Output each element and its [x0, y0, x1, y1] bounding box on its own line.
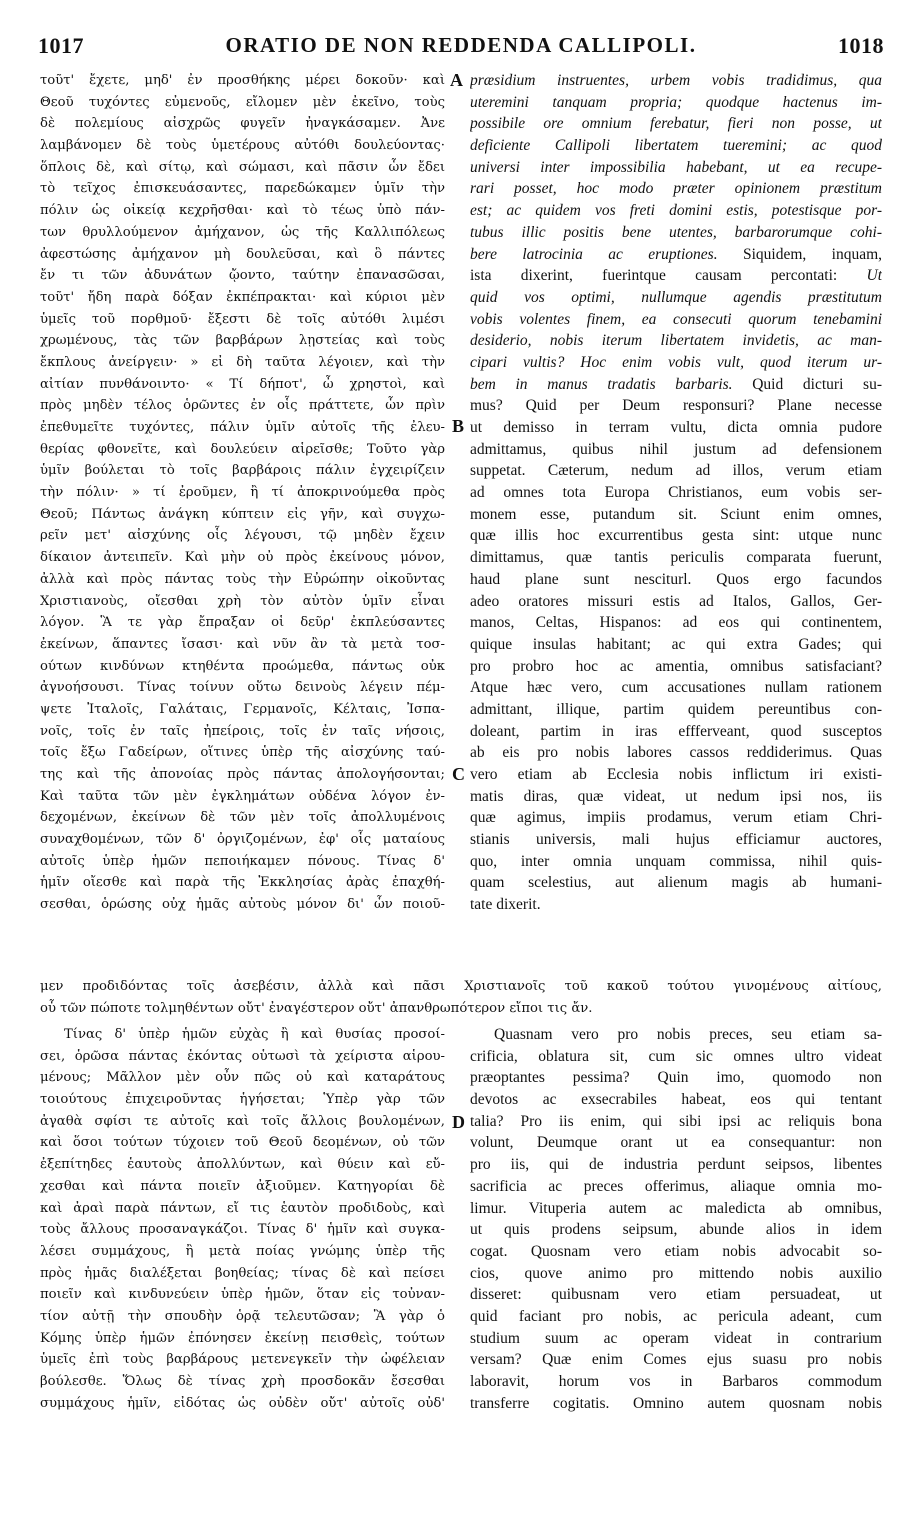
latin-text-line-segment: mus? Quid per Deum responsuri? Plane necesse: [470, 397, 882, 415]
greek-text-line: δεχομένων, ἐκείνων δὲ τῶν μὲν τοῖς ἀπολλυμένοις: [40, 810, 445, 826]
latin-text-line: [470, 92, 882, 114]
greek-text-line: τοῦτ' ἔχετε, μηδ' ἐν προσθήκης μέρει δοκοῦν· καὶ: [40, 73, 445, 88]
greek-text-line: πόλιν ὡς οἰκείᾳ κεχρῆσθαι· καὶ τὸ τέως ὑπὸ πάν-: [40, 203, 445, 219]
greek-text-line: τὸ τεῖχος ἐπισκευάσαντες, παρεδώκαμεν ὑμῖν τὴν: [40, 181, 445, 197]
running-title: ORATIO DE NON REDDENDA CALLIPOLI.: [225, 33, 697, 57]
margin-marker-c: C: [452, 764, 465, 784]
latin-text-line: [470, 265, 882, 287]
latin-text-line-segment: suppetat. Cæterum, nedum ad illos, verum etiam: [470, 462, 882, 480]
latin-text-line-segment: adeo oratores missuri estis ad Italos, Gallos, Ger-: [470, 592, 882, 610]
greek-text-line: αἰτίαν πυνθάνοιντο· « Τί δήποτ', ὦ χρηστοὶ, καὶ: [40, 376, 445, 392]
latin-text-line: [470, 222, 882, 244]
greek-text-line: Χριστιανοὺς, οἴεσθαι χρὴ τὸν αὐτὸν ὑμῖν εἶναι: [40, 593, 445, 609]
greek-text-line: λαμβάνομεν δὲ τοὺς ὑμετέρους αὐτόθι δουλεύοντας·: [40, 138, 445, 154]
greek-text-line: χρωμένους, τὰς τῶν βαρβάρων λῃστείας καὶ τοὺς: [40, 333, 445, 349]
latin-text-line-segment: manos, Celtas, Hispanos: ad eos qui continentem,: [470, 614, 882, 632]
latin-text-line-segment: dimittamus, quæ tantis periculis comparata fuerunt,: [470, 549, 882, 567]
latin-text-line: [470, 569, 882, 591]
latin-text-line: studium suum ac operam videat in contrarium: [470, 1329, 882, 1347]
latin-text-line: [470, 525, 882, 547]
latin-text-line: [470, 417, 882, 439]
greek-text-line: τοὺς ἄλλους προσαναγκάζοι. Τίνας δ' ἡμῖν καὶ συγκα-: [40, 1222, 445, 1238]
latin-text-line: [470, 439, 882, 461]
latin-text-line: [470, 135, 882, 157]
latin-text-line: [470, 352, 882, 374]
latin-text-line: [470, 764, 882, 786]
greek-text-line: πρὸς μηδὲν τέλος ὁρῶντες ἐν οἷς πράττετε, ὧν πρὶν: [40, 398, 445, 414]
greek-text-line: ψετε Ἰταλοῖς, Γαλάταις, Γερμανοῖς, Κέλταις, Ἰσπα-: [40, 701, 445, 717]
latin-text-line: [470, 244, 882, 266]
latin-text-line-segment: ab eis pro nobis labores cassos reddiderimus. Quas: [470, 744, 882, 762]
latin-text-line: [470, 872, 882, 894]
greek-text-line: ὑμεῖς τοῦ πορθμοῦ· ἔξεστι δὲ τοῖς αὐτόθι λιμέσι: [40, 311, 445, 327]
latin-text-line: præoptantes pessima? Quin imo, quomodo non: [470, 1069, 882, 1087]
greek-text-line: τοιούτους ἐπιχειροῦντας ἡγήσεται; Ὑπὲρ γὰρ τῶν: [40, 1092, 445, 1108]
latin-text-line-segment: ut demisso in terram vultu, dicta omnia pudore: [470, 419, 882, 436]
latin-text-line: [470, 786, 882, 808]
greek-text-line: σεσθαι, ὁρώσης οὐχ ἡμᾶς αὐτοὺς μόνον δι' ὧν ποιοῦ-: [40, 897, 445, 913]
greek-text-line: Τίνας δ' ὑπὲρ ἡμῶν εὐχὰς ἢ καὶ θυσίας προσοί-: [64, 1027, 445, 1042]
latin-text-line: [470, 178, 882, 200]
latin-text-line: quid faciant pro nobis, ac pericula adeant, cum: [470, 1307, 882, 1325]
greek-text-line: τοῖς ἔξω Γαδείρων, οἵτινες ὑπὲρ τῆς αἰσχύνης ταύ-: [40, 745, 445, 761]
latin-text-line: [470, 309, 882, 331]
greek-text-line: καὶ ἀραὶ παρὰ πάντων, εἴ τις ἑαυτὸν προδιδοὺς, καὶ: [40, 1200, 445, 1216]
greek-text-line: βούλεσθε. Ὅλως δὲ τίνας χρὴ προσδοκᾶν ἔσεσθαι: [40, 1374, 445, 1389]
latin-text-line: sacrificia ac preces offerimus, aliaque omnia mo-: [470, 1177, 882, 1195]
latin-text-line: versam? Quæ enim Comes ejus suasu pro nobis: [470, 1351, 882, 1369]
latin-column-top: [470, 70, 882, 916]
latin-text-line: pro iis, qui de industria perdunt seipsos, libentes: [470, 1156, 882, 1174]
latin-text-line: [470, 287, 882, 309]
latin-text-line-segment: vobis volentes finem, ea consecuti quorum tenebamini: [470, 310, 882, 328]
greek-text-line: ὅπλοις δὲ, καὶ σίτῳ, καὶ σώμασι, καὶ πᾶσιν ὧν ἔδει: [40, 159, 445, 175]
greek-text-line: συναχθομένων, τῶν δ' ὀργιζομένων, ἐφ' οἷς ματαίους: [40, 832, 445, 848]
latin-text-line-segment: tubus illic positis bene utentes, barbarorumque cohi-: [470, 223, 882, 241]
latin-text-line: [470, 504, 882, 526]
latin-text-line-segment: universi inter impossibilia habebant, ut ea recupe-: [470, 158, 882, 176]
latin-text-line-segment: admittamus, quibus nihil justum ad defensionem: [470, 440, 882, 458]
greek-text-line: σει, ὁρῶσα πάντας ἑκόντας οὑτωσὶ τὰ χείριστα αἱρου-: [40, 1048, 445, 1064]
latin-text-line-segment: bem in manus tradatis barbaris.: [470, 375, 733, 393]
latin-text-line-segment: matis diras, quæ videat, ut nedum ipsi nos, iis: [470, 787, 882, 805]
latin-text-line: [470, 70, 882, 92]
greek-text-line: Θεοῦ; Πάντως ἀνάγκη κύπτειν εἰς γῆν, καὶ συγχω-: [40, 506, 445, 522]
latin-text-line-segment: desiderio, nobis iterum libertatem invidetis, ac man-: [470, 332, 882, 350]
latin-text-line: [470, 677, 882, 699]
latin-text-line-segment: Atque hæc vero, cum accusationes nullam rationem: [470, 679, 882, 697]
greek-text-line: ἔν τι τῶν ἀδυνάτων ᾤοντο, ταύτην ἐπανασῶσαι,: [40, 268, 445, 284]
greek-text-line: θερίας φθονεῖτε, καὶ δουλεύειν αἱρεῖσθε; Τοῦτο γὰρ: [40, 441, 445, 457]
latin-text-line: [470, 721, 882, 743]
latin-text-line-segment: quæ agimus, impiis prodamus, verum etiam Chri-: [470, 809, 882, 827]
latin-text-line-segment: doleant, partim in iras effferveant, quod susceptos: [470, 722, 882, 740]
greek-text-line: Καὶ ταῦτα τῶν μὲν ἐγκλημάτων οὐδένα λόγον ἐν-: [40, 788, 445, 804]
latin-text-line: ut quis prodens seipsum, abunde alios in idem: [470, 1221, 882, 1239]
greek-text-line: χεσθαι καὶ πάντα ποιεῖν ἀξιοῦμεν. Κατηγορίαι δὲ: [40, 1178, 445, 1194]
latin-text-line-segment: quid vos optimi, nullumque agendis præstitutum: [470, 288, 882, 306]
greek-text-line: ὑμεῖς ἐπὶ τοὺς βαρβάρους μετενεγκεῖν τὴν ὠφέλειαν: [40, 1352, 445, 1368]
latin-text-line: [470, 699, 882, 721]
greek-text-line: τοῦτ' ἤδη παρὰ δόξαν ἐκπέπρακται· καὶ κύριοι μὲν: [40, 289, 445, 305]
latin-text-line-segment: monem esse, putandum sit. Sciunt enim omnes,: [470, 505, 882, 523]
latin-text-line: [470, 894, 882, 916]
latin-text-line: [470, 395, 882, 417]
latin-text-line-segment: stianis universis, mali hujus efficiamur auctores,: [470, 831, 882, 849]
latin-text-line-segment: ad omnes tota Europa Christianos, eum vobis ser-: [470, 484, 882, 502]
greek-text-line: ἐπεθυμεῖτε τυχόντες, πάλιν ὑμῖν αὐτοῖς τῆς ἐλευ-: [40, 420, 445, 435]
latin-column-bottom: [470, 1024, 882, 1414]
greek-text-line: των θρυλλούμενον ἀμήχανον, ὡς τῆς Καλλιπόλεως: [40, 224, 445, 240]
latin-text-line: transferre cogitatis. Omnino autem quosnam nobis: [470, 1394, 882, 1412]
latin-text-line: volunt, Deumque orant ut ea consequantur: non: [470, 1134, 882, 1152]
page-number-left: 1017: [38, 33, 84, 58]
greek-text-line: ούτων κινδύνων κτηθέντα προώμεθα, πάντως οὐκ: [40, 658, 445, 674]
greek-column-top: [40, 70, 445, 916]
latin-text-line-segment: est; ac quidem vos freti domini estis, potestisque por-: [470, 202, 882, 220]
latin-text-line: [470, 829, 882, 851]
latin-text-line-segment: quique insulas habitant; ac qui extra Gades; qui: [470, 635, 882, 653]
greek-column-bottom: [40, 1024, 445, 1414]
greek-text-line: συμμάχους ἡμῖν, εἰδότας ὡς οὐδὲν οὔτ' αὐτοῖς οὐδ': [40, 1395, 445, 1411]
latin-text-line: disseret: quibusnam vero etiam persuadeat, ut: [470, 1286, 882, 1304]
latin-text-line-segment: bere latrocinia ac eruptiones.: [470, 245, 718, 263]
latin-text-line: [470, 591, 882, 613]
latin-text-line: [470, 656, 882, 678]
greek-spanning-line-2: οὗ τῶν πώποτε τολμηθέντων οὔτ' ἐναγέστερον οὔτ' ἀπανθρωπότερον εἴποι τις ἄν.: [40, 1001, 593, 1016]
greek-text-line: αὐτοῖς ὑπὲρ ἡμῶν πεποιήκαμεν πόνους. Τίνας δ': [40, 853, 445, 869]
latin-text-line: [470, 547, 882, 569]
greek-text-line: λέσει συμμάχους, ἢ μετὰ ποίας γνώμης ὑπὲρ τῆς: [40, 1243, 445, 1259]
latin-text-line: [470, 460, 882, 482]
latin-text-line-segment: rari posset, hoc modo præter opinionem præstitum: [470, 180, 882, 198]
greek-text-line: καὶ ὅσοι τούτων τύχοιεν τοῦ Θεοῦ δεομένων, οὐ τῶν: [40, 1135, 445, 1151]
latin-text-line: devotos ac exsecrabiles habeat, eos qui tentant: [470, 1091, 882, 1109]
latin-text-line: Quasnam vero pro nobis preces, seu etiam sa-: [494, 1026, 882, 1043]
latin-text-line: [470, 612, 882, 634]
greek-text-line: της καὶ τῆς ἀπονοίας πρὸς πάντας ἀπολογήσονται;: [40, 767, 445, 782]
latin-text-line-segment: ista dixerint, fuerintque causam percontati:: [470, 267, 867, 285]
latin-text-line-segment: præsidium instruentes, urbem vobis tradidimus, qua: [470, 72, 882, 89]
page-number-right: 1018: [838, 33, 884, 58]
latin-text-line: [470, 851, 882, 873]
greek-text-line: ἐξεπίτηδες ἑαυτοὺς ἀπολλύντων, καὶ θύειν καὶ εὔ-: [40, 1157, 445, 1173]
latin-text-line: [470, 113, 882, 135]
greek-text-line: ὑμῖν βούλεται τὸ τοῖς βαρβάροις πάλιν ἐγχειρίζειν: [40, 463, 445, 479]
greek-text-line: ρεῖν μετ' αἰσχύνης οἷς λέγουσι, τῷ μηδὲν ἔχειν: [40, 528, 445, 544]
greek-text-line: ἀφεστώσης ἀμήχανον μὴ δουλεῦσαι, καὶ ὃ πάντες: [40, 246, 445, 262]
greek-text-line: τὴν πόλιν· » τί ἐροῦμεν, ἢ τί ἀποκρινούμεθα πρὸς: [40, 485, 445, 501]
margin-marker-b: B: [452, 416, 465, 436]
latin-text-line-segment: uteremini tanquam propria; quodque hactenus im-: [470, 93, 882, 111]
greek-text-line: ἐκείνων, ἅπαντες ἴσασι· καὶ νῦν ἂν τὰ μετὰ τοσ-: [40, 636, 445, 652]
latin-text-line: [470, 330, 882, 352]
latin-text-line: [470, 482, 882, 504]
greek-text-line: τίον αὐτῇ τὴν σπουδὴν ὁρᾷ τελευτῶσαν; Ἃ γὰρ ὁ: [40, 1308, 445, 1324]
latin-text-line: [470, 742, 882, 764]
greek-text-line: δὲ πολεμίους αἰσχρῶς φυγεῖν ἠναγκάσαμεν. Ἀνε: [40, 116, 445, 132]
latin-text-line-segment: Quid dicturi su-: [732, 375, 882, 393]
latin-text-line: [470, 157, 882, 179]
latin-text-line: crificia, oblatura sit, cum sic omnes ultro videat: [470, 1047, 882, 1065]
greek-text-line: μένους; Μᾶλλον μὲν οὖν πῶς οὐ καὶ καταράτους: [40, 1070, 445, 1086]
latin-text-line-segment: admittant, illique, partim quidem pereuntibus con-: [470, 700, 882, 718]
latin-text-line-segment: quæ illis hoc excurrentibus gesta sint: utque nunc: [470, 527, 882, 545]
greek-text-line: ἔκπλους ἀνείργειν· » εἰ δὴ ταῦτα λέγοιεν, καὶ τὴν: [40, 354, 445, 370]
latin-text-line-segment: deficiente Callipoli libertatem tueremini; ac quod: [470, 137, 882, 155]
latin-text-line-segment: Ut: [866, 267, 882, 285]
latin-text-line-segment: pro probro hoc ac amentia, omnibus satisfaciant?: [470, 657, 882, 675]
greek-text-line: ἀλλὰ καὶ πρὸς πάντας τοὺς τὴν Εὐρώπην οἰκοῦντας: [40, 571, 445, 587]
margin-marker-d: D: [452, 1112, 465, 1132]
latin-text-line-segment: cipari vultis? Hoc enim vobis vult, quod iterum ur-: [470, 353, 882, 371]
latin-text-line-segment: tate dixerit.: [470, 896, 541, 914]
margin-marker-a: A: [450, 70, 463, 90]
latin-text-line-segment: quo, inter omnia unquam commissa, nihil quis-: [470, 852, 882, 870]
greek-text-line: πρὸς ἡμᾶς διαλέξεται βοηθείας; τίνας δὲ καὶ πείσει: [40, 1265, 445, 1281]
greek-text-line: Κόμης ὑπὲρ ἡμῶν ἐπόνησεν ἐκείνῃ πεισθεὶς, τούτων: [40, 1330, 445, 1346]
latin-text-line: [470, 374, 882, 396]
greek-text-line: νοῖς, τοῖς ἐν ταῖς ἠπείροις, τοῖς ἐν ταῖς νήσοις,: [40, 723, 445, 739]
greek-spanning-line-1: μεν προδιδόντας τοῖς ἀσεβέσιν, ἀλλὰ καὶ πᾶσι Χριστιανοῖς τοῦ κακοῦ τούτου γινομένους αἰτίους,: [40, 979, 882, 994]
latin-text-line-segment: vero etiam ab Ecclesia nobis inflictum iri existi-: [470, 766, 882, 783]
latin-text-line: cogat. Quosnam vero etiam nobis advocabit so-: [470, 1242, 882, 1260]
latin-text-line-segment: haud plane sunt nesciturl. Quos ergo facundos: [470, 570, 882, 588]
latin-text-line: [470, 200, 882, 222]
latin-text-line-segment: quam scelestius, aut alienum magis ab humani-: [470, 874, 882, 892]
greek-text-line: λόγον. Ἃ τε γὰρ ἔπραξαν οἱ δεῦρ' ἐκπλεύσαντες: [40, 615, 445, 631]
greek-text-line: Θεοῦ τυχόντες εὐμενοῦς, εἴλομεν μὲν ἐκεῖνο, τοὺς: [40, 94, 445, 110]
latin-text-line: [470, 807, 882, 829]
greek-text-line: ἡμῖν οἴεσθε καὶ παρὰ τῆς Ἐκκλησίας ἀρὰς ἐπαχθή-: [40, 875, 445, 891]
greek-text-line: δίκαιον ἀντειπεῖν. Καὶ μὴν οὐ πρὸς ἐκείνους μόνον,: [40, 550, 445, 566]
latin-text-line: limur. Vituperia autem ac maledicta ab omnibus,: [470, 1199, 882, 1217]
latin-text-line-segment: Siquidem, inquam,: [717, 245, 882, 263]
greek-text-line: ποιεῖν καὶ κινδυνεύειν ὑπὲρ ἡμῶν, ὅταν εἰς τοὐναν-: [40, 1287, 445, 1303]
page-header: [38, 33, 884, 63]
latin-text-line: [470, 634, 882, 656]
latin-text-line: cios, quove animo pro mittendo nobis auxilio: [470, 1264, 882, 1282]
greek-text-line: ἀγαθὰ σφίσι τε αὐτοῖς καὶ τοῖς ἄλλοις βουλομένων,: [40, 1113, 445, 1129]
greek-text-line: ἀγνοήσουσι. Τίνας τοίνυν οὕτω δεινοὺς λέγειν πέμ-: [40, 680, 445, 696]
latin-text-line: laboravit, horum vos in Barbaros commodum: [470, 1373, 882, 1390]
latin-text-line-segment: possibile ore omnium ferebatur, fieri non posse, ut: [470, 115, 882, 133]
latin-text-line: talia? Pro iis enim, qui sibi ipsi ac reliquis bona: [470, 1112, 882, 1130]
